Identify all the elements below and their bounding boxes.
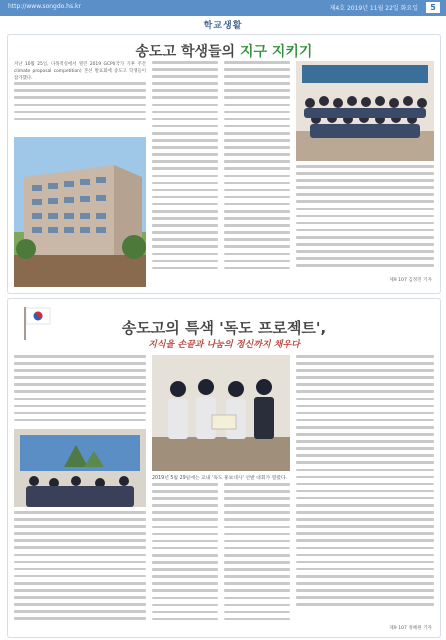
story1-column-1	[14, 61, 146, 133]
issue-info: 제4호 2019년 11월 22일 화요일	[329, 5, 418, 12]
story1-body-lines-3	[224, 61, 290, 269]
story2-column-2	[152, 483, 218, 631]
story1-column-2	[152, 61, 218, 285]
award-ceremony-photo	[152, 355, 290, 471]
story2-headline: 송도고의 특색 '독도 프로젝트',	[121, 319, 327, 337]
story2-body-lines-4	[296, 355, 434, 606]
story2-body-lines-3	[224, 483, 290, 620]
school-url[interactable]: http://www.songdo.hs.kr	[8, 3, 81, 10]
story2-byline: 제9 107 정혜원 기자	[389, 626, 432, 631]
story1-body-lines-2	[152, 61, 218, 269]
story-earth-protection	[7, 34, 441, 294]
school-building-photo	[14, 137, 146, 287]
section-title: 학교생활	[203, 21, 243, 31]
story1-column-4	[296, 165, 434, 273]
story2-body-lines-1b	[14, 511, 146, 620]
story2-body-lines-2	[152, 483, 218, 620]
story2-subhead: 지식을 손끝과 나눔의 정신까지 채우다	[148, 340, 300, 350]
story1-body-lines-4	[296, 165, 434, 267]
story1-headline	[8, 41, 440, 61]
story2-column-3	[224, 483, 290, 631]
story1-intro-text: 지난 10월 25일, 다목적실에서 열린 2019 GCPI(국가 기후 주간 climate proposal competition) 본선 발표회에 송도고 학생들이 참가했다.	[14, 62, 146, 82]
story1-headline-accent: 지구 지키기	[239, 44, 313, 60]
story1-byline: 제9 107 김정민 기자	[389, 278, 432, 283]
story2-column-4	[296, 355, 434, 621]
students-group-photo	[296, 61, 434, 161]
page-number: 5	[426, 2, 440, 13]
story1-body-lines	[14, 82, 146, 120]
story2-body-lines-1	[14, 355, 146, 421]
story-dokdo-project	[7, 298, 441, 638]
page-header-bar	[0, 0, 446, 16]
dokdo-presentation-photo	[14, 429, 146, 507]
story1-headline-prefix: 송도고 학생들의	[135, 44, 240, 60]
award-photo-caption: 2019년 5월 29일에는 교내 '독도 홍보대사' 선발 대회가 열렸다.	[152, 476, 288, 481]
story2-column-1	[14, 355, 146, 429]
story1-column-3	[224, 61, 290, 285]
story2-column-1b	[14, 511, 146, 631]
